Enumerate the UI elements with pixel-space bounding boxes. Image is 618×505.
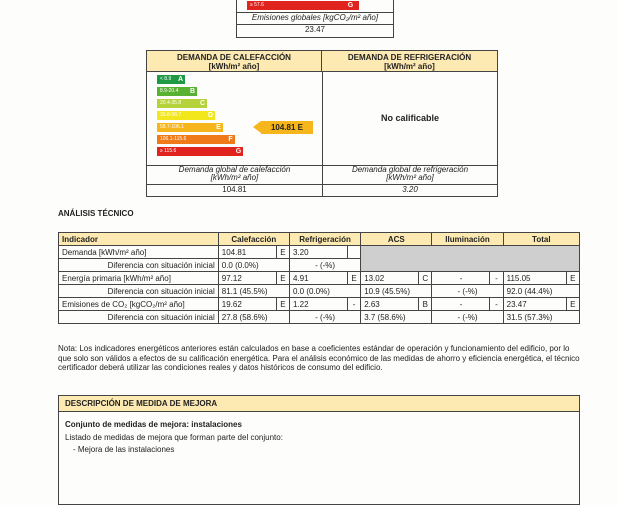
- table-row: Diferencia con situación inicial 0.0 (0.0%) - (-%): [59, 259, 580, 272]
- grey-filler: [361, 246, 580, 272]
- medida-header: DESCRIPCIÓN DE MEDIDA DE MEJORA: [59, 396, 579, 412]
- col-refrigeracion: Refrigeración: [289, 233, 360, 246]
- calefaccion-header: DEMANDA DE CALEFACCIÓN [kWh/m² año]: [147, 51, 322, 72]
- medida-item: - Mejora de las instalaciones: [73, 445, 175, 454]
- calefaccion-rating-indicator: [261, 121, 313, 134]
- col-iluminacion: Iluminación: [432, 233, 503, 246]
- col-calefaccion: Calefacción: [218, 233, 289, 246]
- conjunto-label: Conjunto de medidas de mejora: instalaciones: [65, 420, 242, 429]
- scale-bar-c: 20.4-35.8 C: [157, 99, 207, 108]
- table-row: Demanda [kWh/m² año] 104.81 E 3.20: [59, 246, 580, 259]
- calefaccion-scale: [157, 75, 317, 165]
- scale-bar-a: < 8.9 A: [157, 75, 185, 84]
- table-row: Emisiones de CO₂ [kgCO₂/m² año] 19.62 E 1.22 - 2.63 B - - 23.47 E: [59, 298, 580, 311]
- analisis-table: [58, 232, 580, 324]
- calefaccion-global-label: Demanda global de calefacción [kWh/m² año]: [178, 165, 291, 182]
- col-acs: ACS: [361, 233, 432, 246]
- analisis-title: ANÁLISIS TÉCNICO: [58, 209, 134, 218]
- demanda-block: [146, 50, 498, 197]
- emissions-global-label: Emisiones globales [kgCO₂/m² año]: [251, 13, 379, 22]
- scale-bar-g: ≥ 115.6 G: [157, 147, 243, 156]
- scale-bar-b: 8.9-20.4 B: [157, 87, 197, 96]
- listado-label: Listado de medidas de mejora que forman parte del conjunto:: [65, 433, 283, 442]
- col-total: Total: [503, 233, 579, 246]
- nota-text: Nota: Los indicadores energéticos anteriores están calculados en base a coeficientes estándar de operación y funcionamiento del edificio, por lo que solo son válidos a efectos de su calificación energética. Para el análisis económico de las medidas de ahorro y eficiencia energética, el técnico certificador deberá utilizar las condiciones reales y datos históricos de consumo del edificio.: [58, 344, 580, 372]
- col-indicador: Indicador: [59, 233, 219, 246]
- table-row: Energía primaria [kWh/m² año] 97.12 E 4.91 E 13.02 C - - 115.05 E: [59, 272, 580, 285]
- refrigeracion-status: No calificable: [380, 113, 440, 123]
- emissions-bar-g: ≥ 57.6 G: [247, 1, 359, 10]
- refrigeracion-header: DEMANDA DE REFRIGERACIÓN [kWh/m² año]: [322, 51, 497, 72]
- table-row: Diferencia con situación inicial 27.8 (58.6%) - (-%) 3.7 (58.6%) - (-%) 31.5 (57.3%): [59, 311, 580, 324]
- calefaccion-rating-value: 104.81 E: [270, 123, 304, 132]
- refrigeracion-global-value: 3.20: [402, 185, 418, 194]
- emissions-fragment: [236, 0, 394, 38]
- scale-bar-d: 35.8-58.7 D: [157, 111, 215, 120]
- medida-block: [58, 395, 580, 505]
- refrigeracion-global-label: Demanda global de refrigeración [kWh/m² año]: [351, 165, 469, 182]
- scale-bar-e: 58.7-106.1 E: [157, 123, 223, 132]
- rating-arrow-tip: [253, 121, 261, 133]
- calefaccion-global-value: 104.81: [222, 185, 247, 194]
- emissions-global-value: 23.47: [304, 25, 326, 34]
- scale-bar-f: 106.1-115.6 F: [157, 135, 235, 144]
- table-row: Diferencia con situación inicial 81.1 (45.5%) 0.0 (0.0%) 10.9 (45.5%) - (-%) 92.0 (44.4%): [59, 285, 580, 298]
